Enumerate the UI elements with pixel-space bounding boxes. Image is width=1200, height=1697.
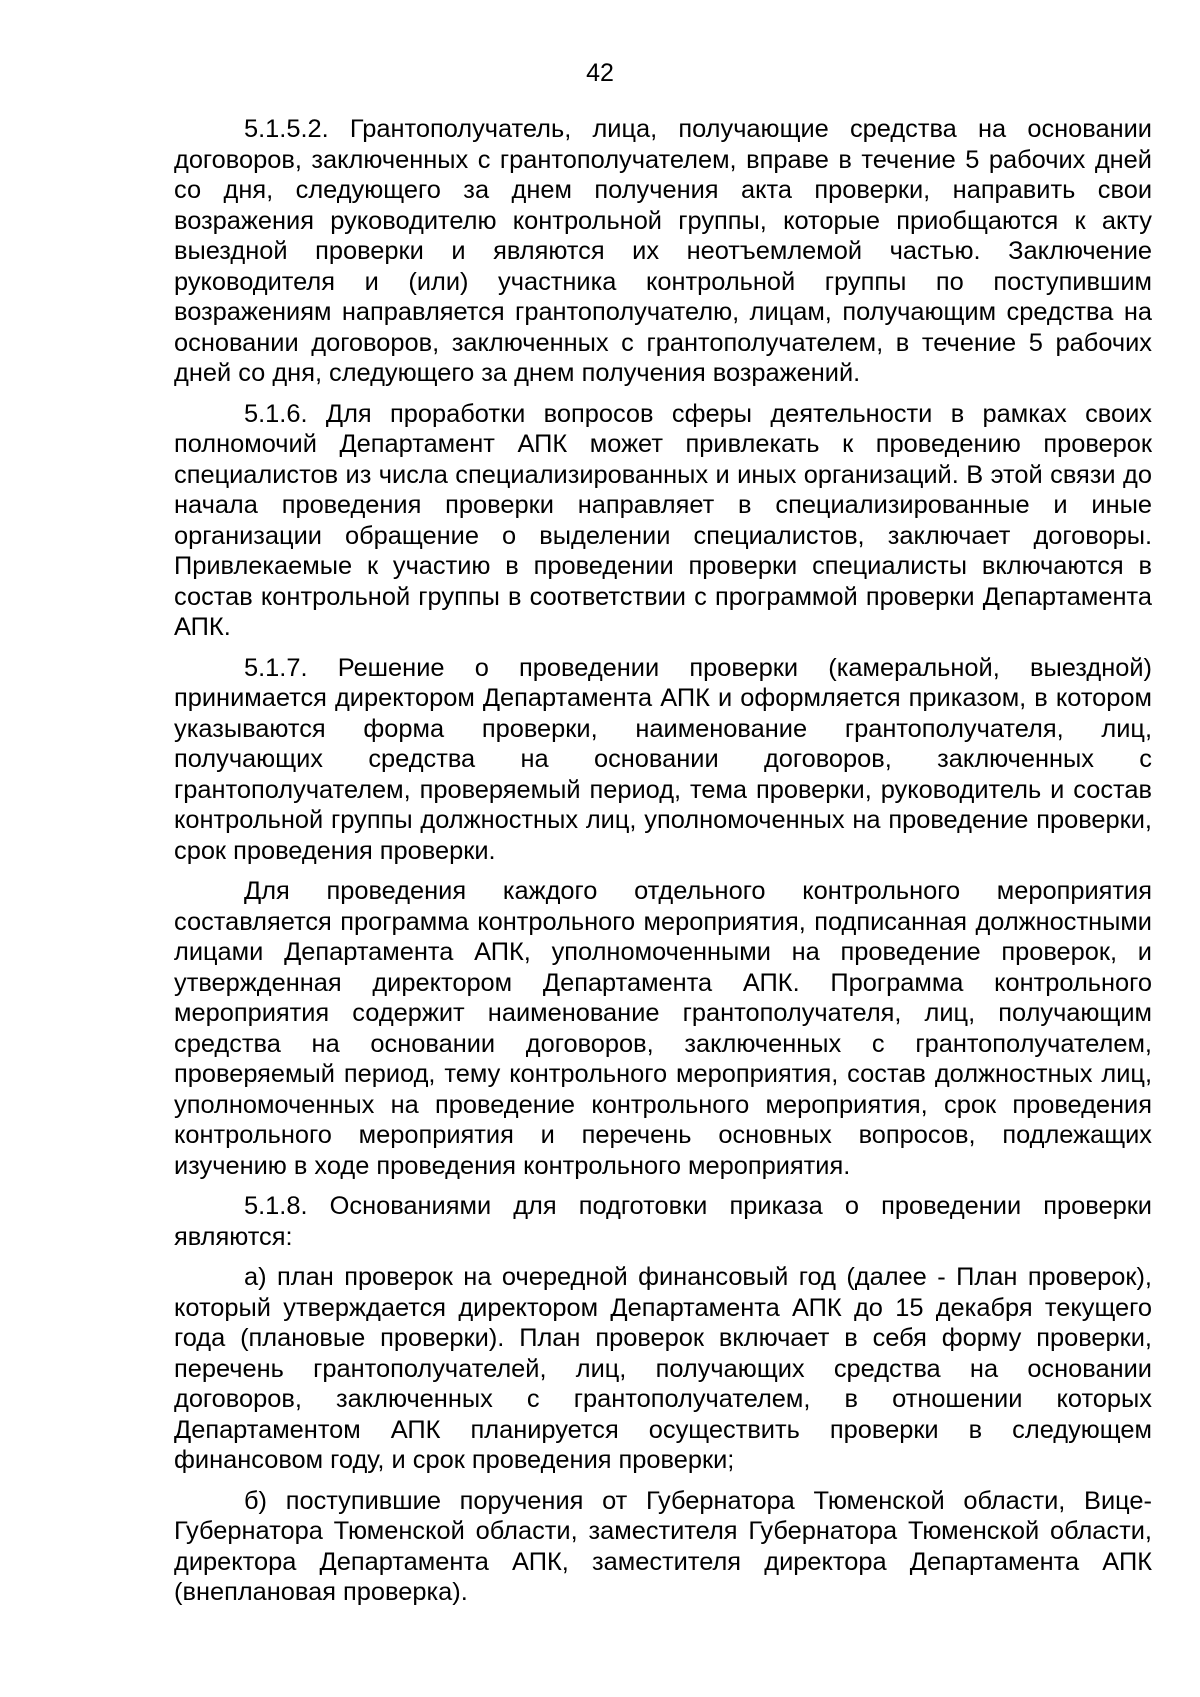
paragraph-5-1-5-2: 5.1.5.2. Грантополучатель, лица, получающие средства на основании договоров, заключенных с грантополучателем, вправе в течение 5 рабочих дней со дня, следующего за днем получения акта проверки, направить свои возражения руководителю контрольной группы, которые приобщаются к акту выездной проверки и являются их неотъемлемой частью. Заключение руководителя и (или) участника контрольной группы по поступившим возражениям направляется грантополучателю, лицам, получающим средства на основании договоров, заключенных с грантополучателем, в течение 5 рабочих дней со дня, следующего за днем получения возражений. — [174, 115, 1152, 387]
paragraph-program: Для проведения каждого отдельного контрольного мероприятия составляется программа контрольного мероприятия, подписанная должностными лицами Департамента АПК, уполномоченными на проведение проверок, и утвержденная директором Департамента АПК. Программа контрольного мероприятия содержит наименование грантополучателя, лиц, получающим средства на основании договоров, заключенных с грантополучателем, проверяемый период, тему контрольного мероприятия, состав должностных лиц, уполномоченных на проведение контрольного мероприятия, срок проведения контрольного мероприятия и перечень основных вопросов, подлежащих изучению в ходе проведения контрольного мероприятия. — [174, 877, 1152, 1180]
paragraph-5-1-7: 5.1.7. Решение о проведении проверки (камеральной, выездной) принимается директором Департамента АПК и оформляется приказом, в котором указываются форма проверки, наименование грантополучателя, лиц, получающих средства на основании договоров, заключенных с грантополучателем, проверяемый период, тема проверки, руководитель и состав контрольной группы должностных лиц, уполномоченных на проведение проверки, срок проведения проверки. — [174, 653, 1152, 865]
document-body — [174, 114, 1152, 1618]
paragraph-item-a: а) план проверок на очередной финансовый год (далее - План проверок), который утверждается директором Департамента АПК до 15 декабря текущего года (плановые проверки). План проверок включает в себя форму проверки, перечень грантополучателей, лиц, получающих средства на основании договоров, заключенных с грантополучателем, в отношении которых Департаментом АПК планируется осуществить проверки в следующем финансовом году, и срок проведения проверки; — [174, 1263, 1152, 1474]
page-number: 42 — [586, 59, 614, 87]
paragraph-item-b: б) поступившие поручения от Губернатора Тюменской области, Вице-Губернатора Тюменской области, заместителя Губернатора Тюменской области, директора Департамента АПК, заместителя директора Департамента АПК (внеплановая проверка). — [174, 1486, 1152, 1606]
paragraph-5-1-6: 5.1.6. Для проработки вопросов сферы деятельности в рамках своих полномочий Департамент АПК может привлекать к проведению проверок специалистов из числа специализированных и иных организаций. В этой связи до начала проведения проверки направляет в специализированные и иные организации обращение о выделении специалистов, заключает договоры. Привлекаемые к участию в проведении проверки специалисты включаются в состав контрольной группы в соответствии с программой проверки Департамента АПК. — [174, 399, 1152, 641]
paragraph-5-1-8: 5.1.8. Основаниями для подготовки приказа о проведении проверки являются: — [174, 1192, 1152, 1251]
